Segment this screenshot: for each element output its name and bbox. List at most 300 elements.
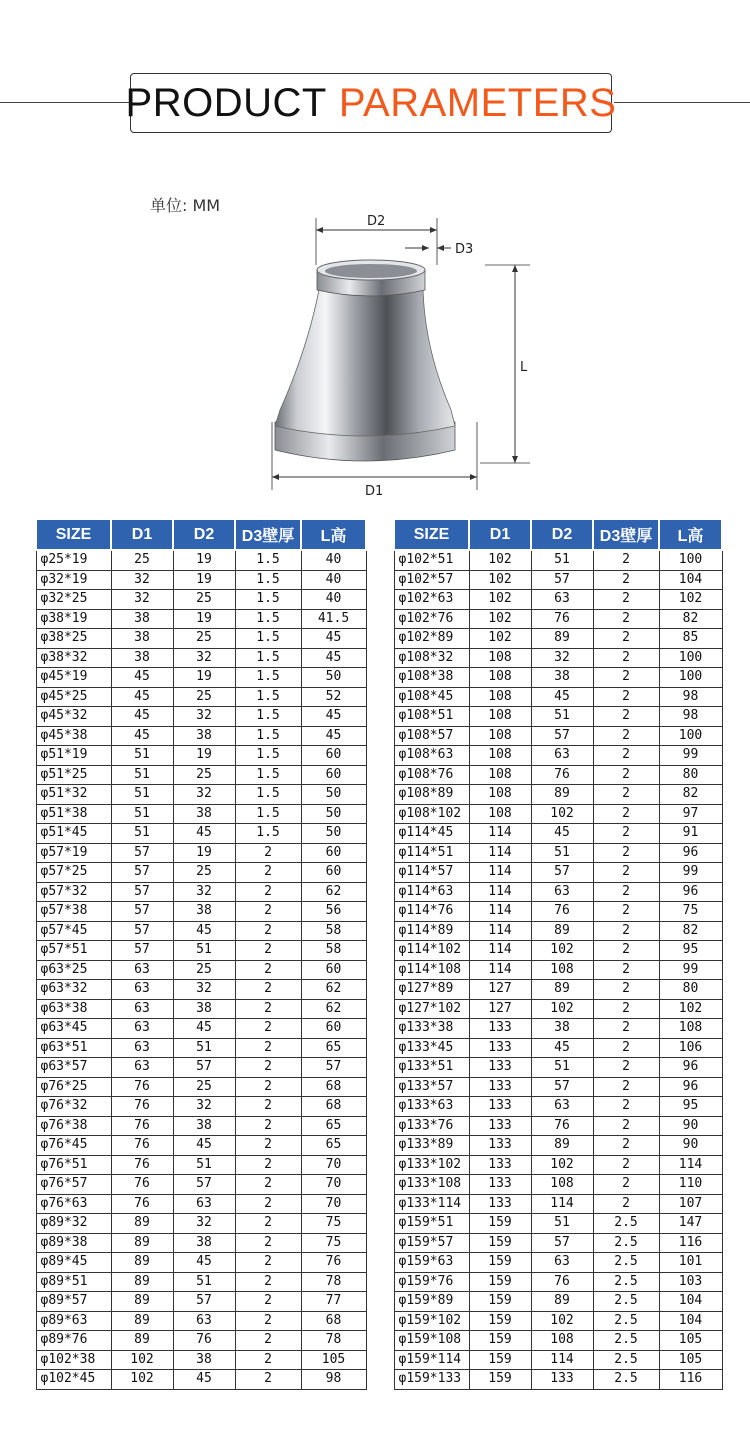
cell-size: φ114*63 <box>394 882 469 902</box>
cell-size: φ108*57 <box>394 726 469 746</box>
cell-d3: 2 <box>235 921 301 941</box>
table-row <box>394 707 722 727</box>
cell-d1: 133 <box>469 1097 531 1117</box>
cell-d3: 2 <box>235 1175 301 1195</box>
cell-d3: 2 <box>593 1136 659 1156</box>
cell-d1: 102 <box>111 1370 173 1390</box>
cell-d3: 2 <box>593 824 659 844</box>
cell-d1: 133 <box>469 1019 531 1039</box>
cell-d1: 108 <box>469 648 531 668</box>
cell-d2: 45 <box>173 1019 235 1039</box>
cell-d3: 2 <box>235 1116 301 1136</box>
table-row <box>394 1116 722 1136</box>
cell-size: φ89*45 <box>36 1253 111 1273</box>
table-row <box>36 1116 366 1136</box>
cell-d1: 57 <box>111 882 173 902</box>
cell-size: φ63*38 <box>36 999 111 1019</box>
table-row <box>394 1077 722 1097</box>
cell-size: φ38*32 <box>36 648 111 668</box>
cell-d2: 57 <box>531 863 593 883</box>
cell-d3: 2 <box>593 882 659 902</box>
cell-d2: 76 <box>531 1116 593 1136</box>
cell-size: φ57*38 <box>36 902 111 922</box>
cell-d3: 2 <box>593 1097 659 1117</box>
cell-l: 60 <box>301 960 366 980</box>
cell-d2: 32 <box>173 1214 235 1234</box>
table-row <box>394 1253 722 1273</box>
cell-d3: 2 <box>235 1058 301 1078</box>
cell-d1: 102 <box>469 570 531 590</box>
cell-l: 40 <box>301 590 366 610</box>
table-row <box>394 668 722 688</box>
table-row <box>394 1370 722 1390</box>
cell-l: 60 <box>301 746 366 766</box>
cell-d3: 2.5 <box>593 1272 659 1292</box>
cell-d2: 89 <box>531 1136 593 1156</box>
cell-d2: 51 <box>173 1155 235 1175</box>
cell-l: 75 <box>301 1214 366 1234</box>
cell-size: φ57*19 <box>36 843 111 863</box>
table-row <box>36 1194 366 1214</box>
cell-size: φ38*19 <box>36 609 111 629</box>
cell-d2: 102 <box>531 1155 593 1175</box>
cell-l: 103 <box>659 1272 722 1292</box>
cell-size: φ76*57 <box>36 1175 111 1195</box>
cell-size: φ51*45 <box>36 824 111 844</box>
cell-d3: 2 <box>235 1350 301 1370</box>
cell-d3: 2 <box>593 765 659 785</box>
cell-d1: 133 <box>469 1175 531 1195</box>
table-row <box>36 550 366 570</box>
cell-l: 96 <box>659 882 722 902</box>
table-row <box>394 726 722 746</box>
table-row <box>36 1019 366 1039</box>
cell-d2: 57 <box>173 1292 235 1312</box>
cell-size: φ159*102 <box>394 1311 469 1331</box>
cell-d2: 133 <box>531 1370 593 1390</box>
table-row <box>394 746 722 766</box>
cell-d2: 19 <box>173 668 235 688</box>
label-l: L <box>520 360 528 375</box>
cell-d2: 108 <box>531 960 593 980</box>
cell-l: 108 <box>659 1019 722 1039</box>
cell-l: 68 <box>301 1077 366 1097</box>
cell-size: φ57*45 <box>36 921 111 941</box>
cell-d1: 45 <box>111 687 173 707</box>
cell-l: 101 <box>659 1253 722 1273</box>
cell-size: φ76*32 <box>36 1097 111 1117</box>
table-row <box>36 1214 366 1234</box>
table-row <box>36 1253 366 1273</box>
table-row <box>394 629 722 649</box>
cell-d1: 57 <box>111 902 173 922</box>
cell-l: 102 <box>659 590 722 610</box>
cell-d1: 57 <box>111 843 173 863</box>
cell-d3: 1.5 <box>235 824 301 844</box>
cell-d2: 32 <box>531 648 593 668</box>
cell-size: φ32*25 <box>36 590 111 610</box>
header-d2: D2 <box>531 519 593 550</box>
cell-l: 70 <box>301 1155 366 1175</box>
cell-d3: 2 <box>235 843 301 863</box>
cell-d3: 2 <box>235 1038 301 1058</box>
cell-size: φ102*51 <box>394 550 469 570</box>
cell-d2: 51 <box>531 1214 593 1234</box>
cell-l: 75 <box>301 1233 366 1253</box>
cell-l: 95 <box>659 941 722 961</box>
table-row <box>394 550 722 570</box>
cell-l: 85 <box>659 629 722 649</box>
cell-d1: 133 <box>469 1116 531 1136</box>
cell-l: 104 <box>659 1311 722 1331</box>
cell-l: 70 <box>301 1175 366 1195</box>
cell-size: φ89*63 <box>36 1311 111 1331</box>
cell-d1: 159 <box>469 1331 531 1351</box>
table-row <box>36 1175 366 1195</box>
table-row <box>394 1038 722 1058</box>
cell-d1: 108 <box>469 707 531 727</box>
cell-d2: 89 <box>531 1292 593 1312</box>
cell-size: φ57*32 <box>36 882 111 902</box>
cell-d1: 57 <box>111 921 173 941</box>
cell-l: 76 <box>301 1253 366 1273</box>
table-row <box>36 746 366 766</box>
table-row <box>394 863 722 883</box>
cell-d3: 2 <box>593 707 659 727</box>
cell-d1: 133 <box>469 1058 531 1078</box>
cell-d2: 63 <box>531 882 593 902</box>
table-row <box>394 1175 722 1195</box>
spec-table-right <box>393 518 723 1390</box>
cell-d1: 63 <box>111 1038 173 1058</box>
cell-size: φ133*51 <box>394 1058 469 1078</box>
cell-d2: 51 <box>531 843 593 863</box>
cell-l: 100 <box>659 550 722 570</box>
cell-d1: 76 <box>111 1077 173 1097</box>
table-row <box>36 648 366 668</box>
cell-d3: 2.5 <box>593 1311 659 1331</box>
cell-d2: 25 <box>173 1077 235 1097</box>
cell-d1: 38 <box>111 629 173 649</box>
cell-size: φ133*63 <box>394 1097 469 1117</box>
cell-l: 78 <box>301 1272 366 1292</box>
cell-size: φ45*32 <box>36 707 111 727</box>
cell-d3: 2 <box>593 999 659 1019</box>
cell-d3: 1.5 <box>235 550 301 570</box>
cell-size: φ159*114 <box>394 1350 469 1370</box>
cell-size: φ76*51 <box>36 1155 111 1175</box>
cell-l: 96 <box>659 843 722 863</box>
spec-table-left-wrap <box>35 518 367 1390</box>
cell-d3: 2 <box>235 1292 301 1312</box>
cell-l: 62 <box>301 999 366 1019</box>
cell-size: φ133*114 <box>394 1194 469 1214</box>
cell-d3: 2 <box>593 1077 659 1097</box>
cell-d3: 2 <box>593 863 659 883</box>
table-row <box>394 1214 722 1234</box>
cell-size: φ89*57 <box>36 1292 111 1312</box>
table-row <box>394 1292 722 1312</box>
header-d3: D3壁厚 <box>593 519 659 550</box>
table-row <box>36 902 366 922</box>
cell-l: 78 <box>301 1331 366 1351</box>
cell-d3: 2 <box>593 1155 659 1175</box>
cell-l: 68 <box>301 1311 366 1331</box>
cell-d3: 2 <box>593 921 659 941</box>
table-row <box>394 785 722 805</box>
cell-d1: 133 <box>469 1136 531 1156</box>
cell-size: φ108*38 <box>394 668 469 688</box>
table-row <box>36 882 366 902</box>
cell-size: φ45*38 <box>36 726 111 746</box>
cell-size: φ76*38 <box>36 1116 111 1136</box>
cell-d2: 32 <box>173 648 235 668</box>
cell-d1: 108 <box>469 765 531 785</box>
cell-d1: 63 <box>111 1019 173 1039</box>
cell-d3: 1.5 <box>235 609 301 629</box>
cell-size: φ32*19 <box>36 570 111 590</box>
header-d1: D1 <box>469 519 531 550</box>
cell-d2: 63 <box>531 746 593 766</box>
cell-d3: 2 <box>235 1019 301 1039</box>
cell-size: φ108*63 <box>394 746 469 766</box>
table-row <box>394 1350 722 1370</box>
cell-d1: 133 <box>469 1155 531 1175</box>
cell-d1: 45 <box>111 726 173 746</box>
cell-d2: 89 <box>531 785 593 805</box>
cell-d1: 57 <box>111 863 173 883</box>
table-header-row <box>36 519 366 550</box>
title-word-product: PRODUCT <box>125 80 327 125</box>
cell-d1: 63 <box>111 999 173 1019</box>
cell-d3: 2 <box>593 785 659 805</box>
cell-l: 77 <box>301 1292 366 1312</box>
cell-l: 96 <box>659 1077 722 1097</box>
cell-l: 50 <box>301 804 366 824</box>
cell-size: φ133*76 <box>394 1116 469 1136</box>
cell-d3: 1.5 <box>235 629 301 649</box>
table-row <box>36 941 366 961</box>
cell-d1: 89 <box>111 1214 173 1234</box>
cell-d3: 1.5 <box>235 687 301 707</box>
table-row <box>394 1058 722 1078</box>
cell-l: 102 <box>659 999 722 1019</box>
cell-d3: 2 <box>235 1272 301 1292</box>
cell-d2: 57 <box>531 1077 593 1097</box>
cell-d3: 2.5 <box>593 1253 659 1273</box>
cell-d1: 114 <box>469 843 531 863</box>
table-row <box>36 1097 366 1117</box>
cell-l: 95 <box>659 1097 722 1117</box>
cell-l: 45 <box>301 707 366 727</box>
cell-d1: 76 <box>111 1194 173 1214</box>
cell-size: φ57*51 <box>36 941 111 961</box>
cell-d1: 45 <box>111 668 173 688</box>
table-row <box>394 921 722 941</box>
cell-d3: 2 <box>593 590 659 610</box>
header-d1: D1 <box>111 519 173 550</box>
cell-l: 75 <box>659 902 722 922</box>
cell-d2: 57 <box>531 1233 593 1253</box>
cell-size: φ133*38 <box>394 1019 469 1039</box>
cell-l: 50 <box>301 824 366 844</box>
cell-d1: 89 <box>111 1292 173 1312</box>
cell-d3: 2 <box>593 902 659 922</box>
cell-d2: 51 <box>173 1272 235 1292</box>
table-row <box>36 707 366 727</box>
cell-size: φ63*45 <box>36 1019 111 1039</box>
cell-l: 58 <box>301 941 366 961</box>
table-row <box>36 999 366 1019</box>
cell-d1: 25 <box>111 550 173 570</box>
cell-d2: 32 <box>173 1097 235 1117</box>
cell-size: φ114*76 <box>394 902 469 922</box>
table-row <box>394 999 722 1019</box>
cell-d3: 2 <box>235 1311 301 1331</box>
table-row <box>36 980 366 1000</box>
cell-l: 40 <box>301 550 366 570</box>
cell-d3: 2 <box>235 1331 301 1351</box>
table-row <box>36 1077 366 1097</box>
cell-d3: 2 <box>235 1155 301 1175</box>
cell-l: 40 <box>301 570 366 590</box>
cell-size: φ89*38 <box>36 1233 111 1253</box>
cell-d1: 114 <box>469 863 531 883</box>
cell-l: 90 <box>659 1136 722 1156</box>
cell-d2: 89 <box>531 629 593 649</box>
cell-d2: 32 <box>173 980 235 1000</box>
cell-size: φ102*89 <box>394 629 469 649</box>
cell-l: 50 <box>301 785 366 805</box>
cell-size: φ127*102 <box>394 999 469 1019</box>
cell-d1: 51 <box>111 785 173 805</box>
cell-d3: 2.5 <box>593 1370 659 1390</box>
cell-d1: 57 <box>111 941 173 961</box>
table-row <box>394 765 722 785</box>
cell-d3: 2 <box>593 1038 659 1058</box>
cell-d2: 25 <box>173 629 235 649</box>
cell-l: 91 <box>659 824 722 844</box>
cell-d1: 159 <box>469 1350 531 1370</box>
cell-l: 58 <box>301 921 366 941</box>
cell-d2: 25 <box>173 687 235 707</box>
cell-size: φ159*51 <box>394 1214 469 1234</box>
cell-size: φ114*108 <box>394 960 469 980</box>
table-row <box>36 765 366 785</box>
cell-d2: 102 <box>531 999 593 1019</box>
cell-d1: 76 <box>111 1136 173 1156</box>
table-row <box>394 902 722 922</box>
cell-size: φ108*45 <box>394 687 469 707</box>
cell-d1: 159 <box>469 1233 531 1253</box>
table-row <box>36 921 366 941</box>
cell-d3: 1.5 <box>235 804 301 824</box>
table-row <box>36 804 366 824</box>
cell-d3: 2 <box>235 1214 301 1234</box>
cell-d3: 2 <box>593 570 659 590</box>
cell-d2: 89 <box>531 980 593 1000</box>
table-row <box>394 804 722 824</box>
cell-d2: 19 <box>173 609 235 629</box>
cell-d2: 32 <box>173 882 235 902</box>
unit-label: 单位: MM <box>150 196 221 215</box>
spec-table-right-wrap <box>393 518 723 1390</box>
cell-l: 105 <box>301 1350 366 1370</box>
cell-d2: 114 <box>531 1350 593 1370</box>
cell-size: φ108*89 <box>394 785 469 805</box>
cell-d1: 102 <box>111 1350 173 1370</box>
cell-d2: 102 <box>531 941 593 961</box>
cell-l: 98 <box>659 707 722 727</box>
cell-d3: 2 <box>593 1175 659 1195</box>
cell-size: φ102*76 <box>394 609 469 629</box>
cell-l: 65 <box>301 1038 366 1058</box>
table-row <box>394 1155 722 1175</box>
table-row <box>36 960 366 980</box>
table-row <box>394 843 722 863</box>
cell-d1: 133 <box>469 1077 531 1097</box>
cell-d2: 51 <box>531 1058 593 1078</box>
cell-l: 116 <box>659 1233 722 1253</box>
cell-size: φ159*63 <box>394 1253 469 1273</box>
cell-d2: 57 <box>173 1058 235 1078</box>
cell-d2: 51 <box>173 1038 235 1058</box>
cell-size: φ133*57 <box>394 1077 469 1097</box>
cell-d1: 45 <box>111 707 173 727</box>
cell-d2: 51 <box>531 550 593 570</box>
cell-size: φ89*76 <box>36 1331 111 1351</box>
cell-d1: 51 <box>111 804 173 824</box>
cell-size: φ51*38 <box>36 804 111 824</box>
table-row <box>36 1311 366 1331</box>
cell-l: 60 <box>301 863 366 883</box>
table-row <box>36 1136 366 1156</box>
table-row <box>36 687 366 707</box>
cell-d2: 51 <box>531 707 593 727</box>
cell-d3: 1.5 <box>235 648 301 668</box>
cell-size: φ133*89 <box>394 1136 469 1156</box>
label-d2: D2 <box>367 214 386 229</box>
cell-d3: 2 <box>593 550 659 570</box>
cell-l: 99 <box>659 746 722 766</box>
table-row <box>36 863 366 883</box>
table-row <box>394 1233 722 1253</box>
cell-l: 114 <box>659 1155 722 1175</box>
cell-d1: 32 <box>111 590 173 610</box>
cell-d2: 38 <box>531 668 593 688</box>
cell-d1: 76 <box>111 1097 173 1117</box>
cell-d1: 51 <box>111 746 173 766</box>
table-row <box>36 590 366 610</box>
table-row <box>394 687 722 707</box>
cell-d3: 2 <box>235 1194 301 1214</box>
cell-size: φ133*102 <box>394 1155 469 1175</box>
cell-d1: 159 <box>469 1214 531 1234</box>
cell-d2: 45 <box>531 687 593 707</box>
cell-d2: 76 <box>531 765 593 785</box>
table-row <box>394 882 722 902</box>
cell-l: 52 <box>301 687 366 707</box>
cell-d2: 25 <box>173 960 235 980</box>
cell-d3: 2 <box>593 629 659 649</box>
cell-l: 62 <box>301 882 366 902</box>
cell-d3: 2 <box>235 902 301 922</box>
cell-d3: 2 <box>235 980 301 1000</box>
cell-size: φ57*25 <box>36 863 111 883</box>
cell-l: 105 <box>659 1350 722 1370</box>
cell-d2: 57 <box>531 726 593 746</box>
table-row <box>36 1155 366 1175</box>
